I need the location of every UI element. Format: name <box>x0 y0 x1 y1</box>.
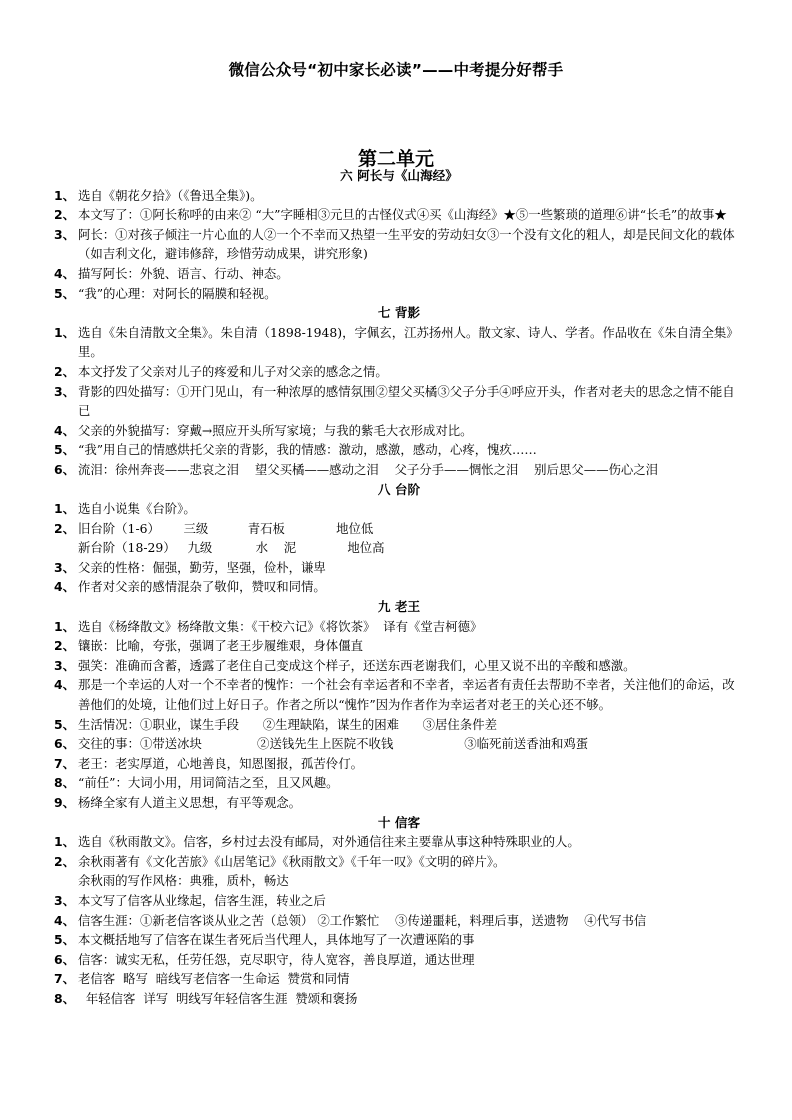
list-item <box>54 734 744 754</box>
item-text: 本文概括地写了信客在谋生者死后当代理人，具体地写了一次遭诬陷的事 <box>78 932 475 948</box>
item-number: 6、 <box>54 461 76 477</box>
lesson-title: 十 信客 <box>377 814 421 830</box>
list-item <box>54 205 744 225</box>
item-number: 3、 <box>54 226 76 242</box>
item-text: 选自《朝花夕拾》（《鲁迅全集》)。 <box>78 187 263 203</box>
item-text: 年轻信客 详写 明线写年轻信客生涯 赞颂和褒扬 <box>78 990 358 1006</box>
list-item <box>54 891 744 911</box>
list-item <box>54 950 744 970</box>
list-item <box>54 832 744 852</box>
item-text: 交往的事：①带送冰块 ②送钱先生上医院不收钱 ③临死前送香油和鸡蛋 <box>78 736 589 752</box>
item-number: 9、 <box>54 795 76 810</box>
item-text: 背影的四处描写：①开门见山，有一种浓厚的感情氛围②望父买橘③父子分手④呼应开头，作者对老夫的思念之情不能自已 <box>78 383 735 419</box>
item-number: 4、 <box>54 677 76 693</box>
list-item <box>54 440 744 460</box>
item-text: 余秋雨的写作风格：典雅，质朴，畅达 <box>78 873 289 889</box>
list-item <box>54 519 744 539</box>
item-number: 4、 <box>54 912 76 928</box>
list-item <box>54 911 744 931</box>
unit-title: 第二单元 <box>357 148 434 170</box>
item-text: 余秋雨著有《文化苦旅》《山居笔记》《秋雨散文》《千年一叹》《文明的碎片》。 <box>78 853 506 869</box>
item-text: 那是一个幸运的人对一个不幸者的愧怍：一个社会有幸运者和不幸者，幸运者有责任去帮助不幸者，关注他们的命运，改善他们的处境，让他们过上好日子。作者之所以“愧怍”因为作者作为幸运者对老王的关心还不够。 <box>78 677 735 713</box>
item-number: 7、 <box>54 971 76 987</box>
list-item <box>54 264 744 284</box>
item-number: 5、 <box>54 442 76 458</box>
item-number: 1、 <box>54 324 76 340</box>
item-text: 本文抒发了父亲对儿子的疼爱和儿子对父亲的感念之情。 <box>78 363 388 379</box>
lesson-title: 七 背影 <box>377 305 421 321</box>
item-number: 1、 <box>54 618 76 634</box>
lesson-section <box>54 303 744 479</box>
list-item <box>54 186 744 206</box>
item-text: 选自《杨绛散文》杨绛散文集：《干校六记》《将饮茶》 译有《堂吉柯德》 <box>78 618 483 634</box>
item-text: 旧台阶（1-6） 三级 青石板 地位低 <box>78 520 374 536</box>
list-item <box>54 382 744 421</box>
item-text: 本文写了信客从业缘起，信客生涯，转业之后 <box>78 892 326 908</box>
item-text: 父亲的性格：倔强，勤劳，坚强，俭朴，谦卑 <box>78 559 326 575</box>
list-item <box>54 577 744 597</box>
item-number: 2、 <box>54 638 76 654</box>
item-number: 1、 <box>54 501 76 517</box>
item-number: 8、 <box>54 775 76 791</box>
list-item <box>54 225 744 264</box>
item-number: 4、 <box>54 422 76 438</box>
item-text: 老王：老实厚道，心地善良，知恩图报，孤苦伶仃。 <box>78 755 363 771</box>
item-number: 2、 <box>54 520 76 536</box>
item-text: 新台阶（18-29） 九级 水 泥 地位高 <box>78 540 385 556</box>
item-number: 3、 <box>54 657 76 673</box>
item-number: 2、 <box>54 207 76 223</box>
list-item <box>54 617 744 637</box>
list-item <box>54 871 744 891</box>
lesson-section <box>54 597 744 813</box>
item-text: 信客：诚实无私，任劳任怨，克尽职守，待人宽容，善良厚道，通达世理 <box>78 951 475 967</box>
page-header: 微信公众号“初中家长必读”——中考提分好帮手 <box>228 61 564 79</box>
item-number: 3、 <box>54 383 76 399</box>
list-item <box>54 773 744 793</box>
list-item <box>54 538 744 558</box>
item-number: 3、 <box>54 892 76 908</box>
item-text: 强笑：准确而含蓄，透露了老住自己变成这个样子，还送东西老谢我们，心里又说不出的辛酸和感激。 <box>78 657 636 673</box>
item-number: 2、 <box>54 363 76 379</box>
lesson-section <box>54 166 744 303</box>
lesson-section <box>54 480 744 598</box>
list-item <box>54 499 744 519</box>
list-item <box>54 460 744 480</box>
item-number: 3、 <box>54 559 76 575</box>
list-item <box>54 754 744 774</box>
item-number: 1、 <box>54 834 76 850</box>
item-text: 杨绛全家有人道主义思想，有平等观念。 <box>78 795 302 810</box>
list-item <box>54 675 744 714</box>
item-number: 6、 <box>54 951 76 967</box>
item-text: 选自《秋雨散文》。信客，乡村过去没有邮局，对外通信往来主要靠从事这种特殊职业的人。 <box>78 834 580 850</box>
item-text: 生活情况：①职业，谋生手段 ②生理缺陷，谋生的困难 ③居住条件差 <box>78 716 497 732</box>
list-item <box>54 656 744 676</box>
list-item <box>54 362 744 382</box>
item-text: 作者对父亲的感情混杂了敬仰，赞叹和同情。 <box>78 579 326 595</box>
document-body <box>54 166 744 1009</box>
item-text: “我”用自己的情感烘托父亲的背影，我的情感：激动，感激，感动，心疼，愧疚…… <box>78 442 537 458</box>
item-number: 1、 <box>54 187 76 203</box>
item-number: 5、 <box>54 932 76 948</box>
item-number: 4、 <box>54 265 76 281</box>
item-text: 选自小说集《台阶》。 <box>78 501 196 517</box>
list-item <box>54 930 744 950</box>
item-text: 信客生涯：①新老信客谈从业之苦（总领） ②工作繁忙 ③传递噩耗，料理后事，送遗物 ④代写书信 <box>78 912 647 928</box>
item-text: 镶嵌：比喻，夸张，强调了老王步履维艰，身体僵直 <box>78 638 363 654</box>
lesson-title: 九 老王 <box>377 599 421 615</box>
item-number: 6、 <box>54 736 76 752</box>
item-number: 4、 <box>54 579 76 595</box>
item-number: 7、 <box>54 755 76 771</box>
list-item <box>54 969 744 989</box>
item-text: 描写阿长：外貌、语言、行动、神态。 <box>78 265 289 281</box>
item-text: “我”的心理：对阿长的隔膜和轻视。 <box>78 285 277 301</box>
item-text: 阿长：①对孩子倾注一片心血的人②一个不幸而又热望一生平安的劳动妇女③一个没有文化的粗人，却是民间文化的载体（如吉利文化，避讳修辞，珍惜劳动成果，讲究形象) <box>78 226 735 262</box>
item-text: 父亲的外貌描写：穿戴→照应开头所写家境；与我的紫毛大衣形成对比。 <box>78 422 473 438</box>
item-number: 5、 <box>54 285 76 301</box>
item-number: 5、 <box>54 716 76 732</box>
item-text: 本文写了：①阿长称呼的由来② “大”字睡相③元旦的古怪仪式④买《山海经》★⑤一些繁琐的道理⑥讲“长毛”的故事★ <box>78 207 727 223</box>
item-text: 选自《朱自清散文全集》。朱自清（1898-1948)，字佩玄，江苏扬州人。散文家、诗人、学者。作品收在《朱自清全集》里。 <box>78 324 739 360</box>
list-item <box>54 636 744 656</box>
list-item <box>54 284 744 304</box>
item-text: 流泪：徐州奔丧——悲哀之泪 望父买橘——感动之泪 父子分手——惆怅之泪 别后思父——伤心之泪 <box>78 461 659 477</box>
item-number: 2、 <box>54 853 76 869</box>
list-item <box>54 793 744 813</box>
list-item <box>54 852 744 872</box>
item-number: 8、 <box>54 990 76 1006</box>
item-text: 老信客 略写 暗线写老信客一生命运 赞赏和同情 <box>78 971 350 987</box>
list-item <box>54 715 744 735</box>
list-item <box>54 421 744 441</box>
lesson-title: 六 阿长与《山海经》 <box>340 168 458 183</box>
list-item <box>54 558 744 578</box>
item-text: “前任”：大词小用，用词简洁之至，且又风趣。 <box>78 775 339 791</box>
list-item <box>54 989 744 1009</box>
lesson-title: 八 台阶 <box>377 481 421 497</box>
lesson-section <box>54 813 744 1009</box>
list-item <box>54 323 744 362</box>
